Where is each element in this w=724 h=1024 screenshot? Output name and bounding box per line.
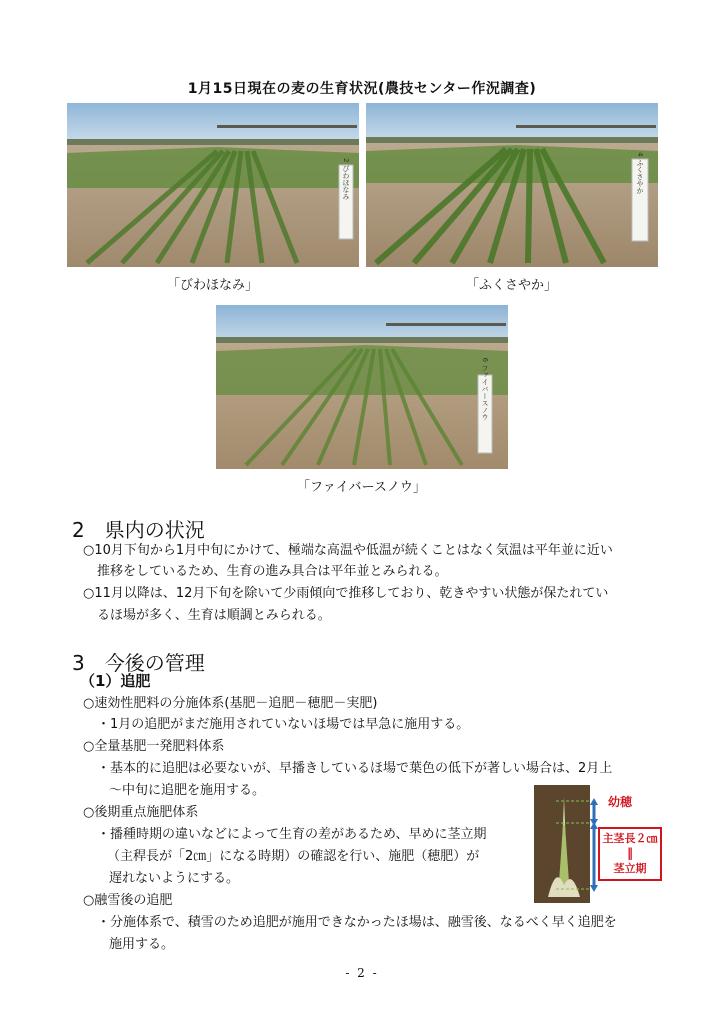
photo-fukusayaka xyxy=(366,103,658,267)
body-text-line: ○後期重点施肥体系 xyxy=(83,805,199,820)
wheat-field-image xyxy=(67,103,359,267)
body-text-line: ○10月下旬から1月中旬にかけて、極端な高温や低温が続くことはなく気温は平年並に近い xyxy=(83,543,613,558)
subheading-topdressing: （1）追肥 xyxy=(80,672,151,690)
photo-biwahonami xyxy=(67,103,359,267)
label-box-jointing xyxy=(598,827,662,881)
page-title: 1月15日現在の麦の生育状況(農技センター作況調査) xyxy=(187,81,537,97)
body-text-line: ～中旬に追肥を施用する。 xyxy=(109,783,266,798)
sign-text: 2 びわほなみ xyxy=(342,158,350,200)
body-text-line: 遅れないようにする。 xyxy=(109,871,240,886)
label-equals: ‖ xyxy=(627,846,633,860)
body-text-line: 推移をしているため、生育の進み具合は平年並とみられる。 xyxy=(97,564,448,579)
photo-fiber-snow xyxy=(216,305,508,469)
body-text-line: るほ場が多く、生育は順調とみられる。 xyxy=(97,608,331,623)
body-text-line: （主稈長が「2㎝」になる時期）の確認を行い、施肥（穂肥）が xyxy=(107,849,480,864)
body-text-line: ・基本的に追肥は必要ないが、早播きしているほ場で葉色の低下が著しい場合は、2月上 xyxy=(97,761,613,776)
caption-fukusayaka: 「ふくさやか」 xyxy=(466,278,558,293)
label-young-ear: 幼穂 xyxy=(607,795,632,809)
body-text-line: ○全量基肥一発肥料体系 xyxy=(83,739,225,754)
body-text-line: ・1月の追肥がまだ施用されていないほ場では早急に施用する。 xyxy=(97,717,470,732)
label-jointing-stage: 茎立期 xyxy=(613,862,647,875)
body-text-line: ・播種時期の違いなどによって生育の差があるため、早めに茎立期 xyxy=(97,827,487,842)
sign-text: 6 ファイバースノウ xyxy=(481,357,489,421)
label-main-stem-length: 主茎長２㎝ xyxy=(602,832,658,845)
caption-fiber-snow: 「ファイバースノウ」 xyxy=(297,480,426,495)
page-number: - 2 - xyxy=(345,966,379,980)
stem-figure xyxy=(534,785,660,903)
body-text-line: 施用する。 xyxy=(109,937,175,952)
body-text-line: ○速効性肥料の分施体系(基肥－追肥－穂肥－実肥) xyxy=(83,696,378,711)
body-text-line: ○11月以降は、12月下旬を除いて少雨傾向で推移しており、乾きやすい状態が保たれてい xyxy=(83,586,609,601)
caption-biwahonami: 「びわほなみ」 xyxy=(167,278,259,293)
body-text-line: ・分施体系で、積雪のため追肥が施用できなかったほ場は、融雪後、なるべく早く追肥を xyxy=(97,915,617,930)
sign-text: 4 ふくさやか xyxy=(636,152,644,194)
section-heading-future-management: 3 今後の管理 xyxy=(72,651,205,675)
section-heading-prefecture-status: 2 県内の状況 xyxy=(72,518,205,542)
wheat-field-image xyxy=(366,103,658,267)
body-text-line: ○融雪後の追肥 xyxy=(83,893,173,908)
wheat-field-image xyxy=(216,305,508,469)
